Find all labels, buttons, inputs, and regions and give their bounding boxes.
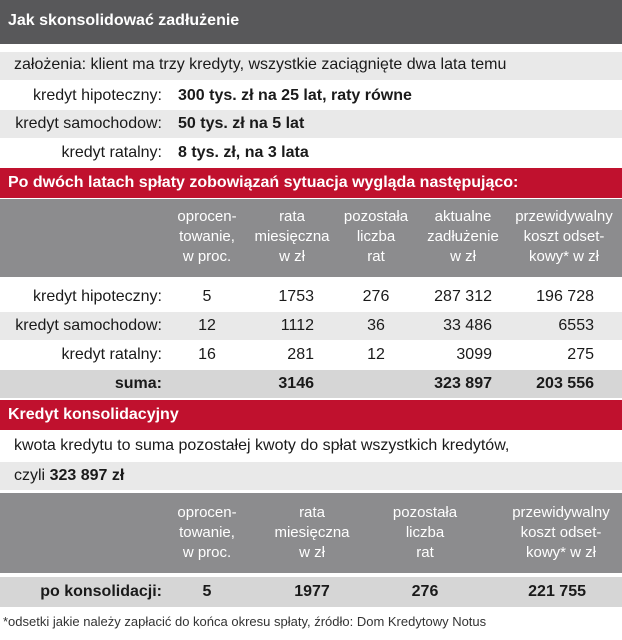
col-header-cost: przewidywalny koszt odset- kowy* w zł	[515, 208, 613, 265]
col-header-remaining: pozostała liczba rat	[392, 504, 458, 561]
cell-remaining: 12	[367, 346, 385, 363]
title-bar	[0, 0, 622, 44]
cell-remaining: 276	[362, 288, 390, 305]
result-row	[0, 577, 622, 607]
assumption-label: kredyt ratalny:	[61, 144, 162, 161]
cell-debt: 287 312	[434, 288, 492, 305]
assumptions-intro: założenia: klient ma trzy kredyty, wszystkie zaciągnięte dwa lata temu	[14, 56, 507, 73]
col-header-debt: aktualne zadłużenie w zł	[427, 208, 499, 265]
col-header-interest: oprocen- towanie, w proc.	[177, 208, 237, 265]
cell-debt: 33 486	[443, 317, 492, 334]
row-label: kredyt samochodow:	[15, 317, 162, 334]
section2-heading: Kredyt konsolidacyjny	[8, 406, 179, 423]
assumption-value: 50 tys. zł na 5 lat	[178, 115, 305, 132]
table-row	[0, 312, 622, 340]
table-row	[0, 284, 622, 310]
cell-interest: 12	[198, 317, 216, 334]
col-header-interest: oprocen- towanie, w proc.	[177, 504, 237, 561]
cell-cost: 196 728	[536, 288, 594, 305]
result-interest: 5	[202, 583, 212, 600]
assumption-label: kredyt hipoteczny:	[33, 87, 162, 104]
table1-header	[0, 199, 622, 277]
section1-heading-bar	[0, 168, 622, 198]
sum-cost: 203 556	[536, 375, 594, 392]
consolidation-text-row	[0, 462, 622, 490]
assumption-label: kredyt samochodow:	[15, 115, 162, 132]
col-header-cost: przewidywalny koszt odset- kowy* w zł	[512, 504, 610, 561]
amount-prefix: czyli	[14, 467, 50, 484]
result-label: po konsolidacji:	[40, 583, 162, 600]
cell-installment: 1753	[278, 288, 314, 305]
row-label: kredyt hipoteczny:	[33, 288, 162, 305]
cell-interest: 16	[198, 346, 216, 363]
consolidation-amount: 323 897 zł	[49, 467, 125, 484]
cell-debt: 3099	[456, 346, 492, 363]
result-cost: 221 755	[528, 583, 586, 600]
page-title: Jak skonsolidować zadłużenie	[8, 12, 240, 29]
sum-label: suma:	[114, 375, 162, 392]
result-remaining: 276	[411, 583, 439, 600]
sum-debt: 323 897	[434, 375, 492, 392]
cell-remaining: 36	[367, 317, 385, 334]
table2-header	[0, 493, 622, 573]
consolidation-amount-line	[14, 467, 124, 485]
cell-cost: 6553	[558, 317, 594, 334]
col-header-installment: rata miesięczna w zł	[274, 504, 350, 561]
consolidation-text: kwota kredytu to suma pozostałej kwoty do spłat wszystkich kredytów,	[14, 437, 510, 454]
assumption-value: 300 tys. zł na 25 lat, raty równe	[178, 87, 412, 104]
cell-cost: 275	[567, 346, 594, 363]
col-header-remaining: pozostała liczba rat	[343, 208, 409, 265]
sum-installment: 3146	[278, 375, 314, 392]
section2-heading-bar	[0, 400, 622, 430]
cell-installment: 1112	[280, 317, 314, 334]
assumption-value: 8 tys. zł, na 3 lata	[178, 144, 309, 161]
cell-interest: 5	[202, 288, 212, 305]
col-header-installment: rata miesięczna w zł	[254, 208, 330, 265]
sum-row	[0, 370, 622, 398]
result-installment: 1977	[294, 583, 330, 600]
row-label: kredyt ratalny:	[61, 346, 162, 363]
section1-heading: Po dwóch latach spłaty zobowiązań sytuacja wygląda następująco:	[8, 174, 519, 191]
footnote: *odsetki jakie należy zapłacić do końca okresu spłaty, źródło: Dom Kredytowy Notus	[3, 614, 487, 629]
cell-installment: 281	[287, 346, 314, 363]
assumptions-intro-row	[0, 52, 622, 80]
table-row	[0, 342, 622, 368]
